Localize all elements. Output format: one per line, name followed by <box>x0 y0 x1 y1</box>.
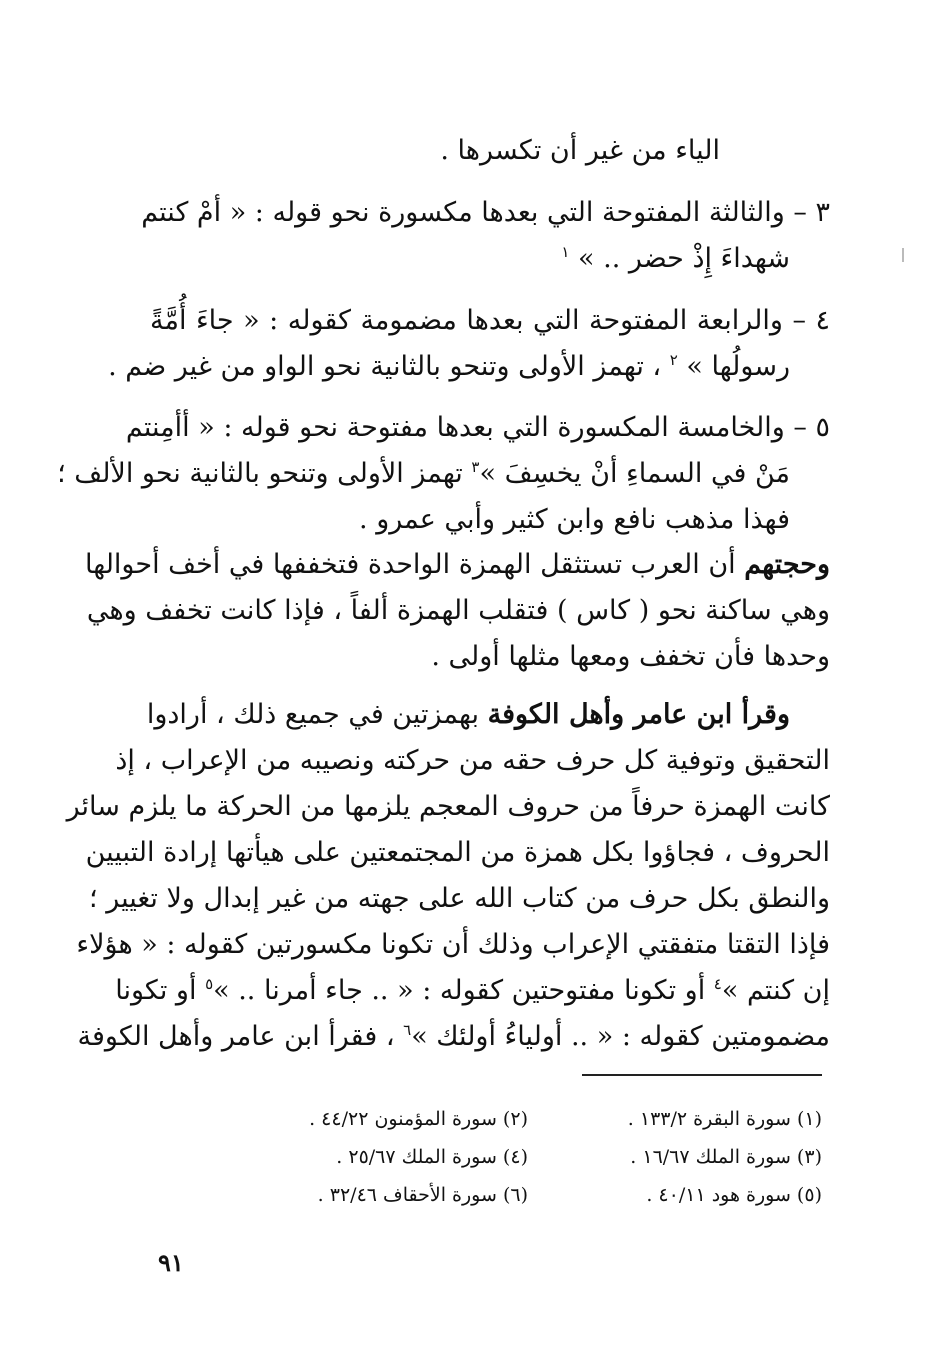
text-span: ، فقرأ ابن عامر وأهل الكوفة <box>77 1021 395 1052</box>
text-span: أن العرب تستثقل الهمزة الواحدة فتخففها في أخف أحوالها <box>85 549 736 580</box>
margin-mark <box>902 248 904 262</box>
text-line: ٣ – والثالثة المفتوحة التي بعدها مكسورة نحو قوله : « أمْ كنتم <box>141 197 830 228</box>
text-line: ٤ – والرابعة المفتوحة التي بعدها مضمومة كقوله : « جاءَ أُمَّةً <box>150 305 830 336</box>
footnote-divider <box>582 1074 822 1076</box>
quote-text: مضمومتين كقوله : « .. أولياءُ أولئك » <box>411 1021 830 1052</box>
bold-heading: وحجتهم <box>744 549 830 580</box>
text-line: التحقيق وتوفية كل حرف حقه من حركته ونصيبه من الإعراب ، إذ <box>115 745 830 776</box>
text-line: ٥ – والخامسة المكسورة التي بعدها مفتوحة نحو قوله : « أأمِنتم <box>125 412 830 443</box>
footnote-ref: ٤ <box>713 975 722 993</box>
footnote-ref: ٥ <box>205 975 214 993</box>
footnote-1: (١) سورة البقرة ١٣٣/٢ . <box>627 1108 822 1130</box>
footnote-ref: ١ <box>561 243 570 261</box>
text-line: والنطق بكل حرف من كتاب الله على جهته من غير إبدال ولا تغيير ؛ <box>89 883 830 914</box>
footnote-4: (٤) سورة الملك ٢٥/٦٧ . <box>336 1146 528 1168</box>
footnote-ref: ٦ <box>403 1021 412 1039</box>
quote-text: رسولُها » <box>686 351 790 382</box>
footnote-3: (٣) سورة الملك ١٦/٦٧ . <box>630 1146 822 1168</box>
quote-text: إن كنتم » <box>721 975 830 1006</box>
text-span: أو تكونا <box>115 975 197 1006</box>
text-line: وهي ساكنة نحو ( كاس ) فتقلب الهمزة ألفاً ، فإذا كانت تخفف وهي <box>86 595 830 626</box>
text-line <box>108 344 830 390</box>
text-line: فإذا التقتا متفقتي الإعراب وذلك أن تكونا مكسورتين كقوله : « هؤلاء <box>76 929 830 960</box>
paragraph-hujja <box>85 542 830 680</box>
list-item-3 <box>141 190 830 282</box>
text-line <box>150 236 830 282</box>
text-line <box>57 451 830 497</box>
text-span: ، تهمز الأولى وتنحو بالثانية نحو الواو من غير ضم . <box>108 351 662 382</box>
text-line <box>77 1014 830 1060</box>
footnote-6: (٦) سورة الأحقاف ٣٢/٤٦ . <box>317 1184 528 1206</box>
footnote-2: (٢) سورة المؤمنون ٤٤/٢٢ . <box>309 1108 528 1130</box>
text-span: بهمزتين في جميع ذلك ، أرادوا <box>146 699 479 730</box>
text-line: الياء من غير أن تكسرها . <box>440 135 720 166</box>
footnote-ref: ٣ <box>471 458 480 476</box>
text-span: تهمز الأولى وتنحو بالثانية نحو الألف ؛ <box>57 458 463 489</box>
page-number: ٩١ <box>158 1248 184 1277</box>
paragraph-continuation <box>150 128 830 174</box>
list-item-5 <box>57 405 830 543</box>
bold-heading: وقرأ ابن عامر وأهل الكوفة <box>487 699 790 730</box>
text-line: فهذا مذهب نافع وابن كثير وأبي عمرو . <box>359 504 790 535</box>
footnote-5: (٥) سورة هود ٤٠/١١ . <box>646 1184 822 1206</box>
list-item-4 <box>108 298 830 390</box>
quote-text: مَنْ في السماءِ أنْ يخسِفَ » <box>479 458 790 489</box>
footnotes-column-right <box>532 1100 822 1214</box>
text-line: كانت الهمزة حرفاً من حروف المعجم يلزمها من الحركة ما يلزم سائر <box>66 791 830 822</box>
text-line <box>115 968 830 1014</box>
text-line: وحدها فأن تخفف ومعها مثلها أولى . <box>431 641 830 672</box>
footnotes-column-left <box>198 1100 528 1214</box>
quote-text: شهداءَ إِذْ حضر .. » <box>578 243 790 274</box>
text-span: أو تكونا مفتوحتين كقوله : « .. جاء أمرنا .. » <box>213 975 706 1006</box>
text-line <box>146 692 830 738</box>
text-line <box>85 542 830 588</box>
footnote-ref: ٢ <box>669 351 678 369</box>
paragraph-qara <box>66 692 830 1060</box>
text-line: الحروف ، فجاؤوا بكل همزة من المجتمعتين على هيأتها إرادة التبيين <box>85 837 830 868</box>
